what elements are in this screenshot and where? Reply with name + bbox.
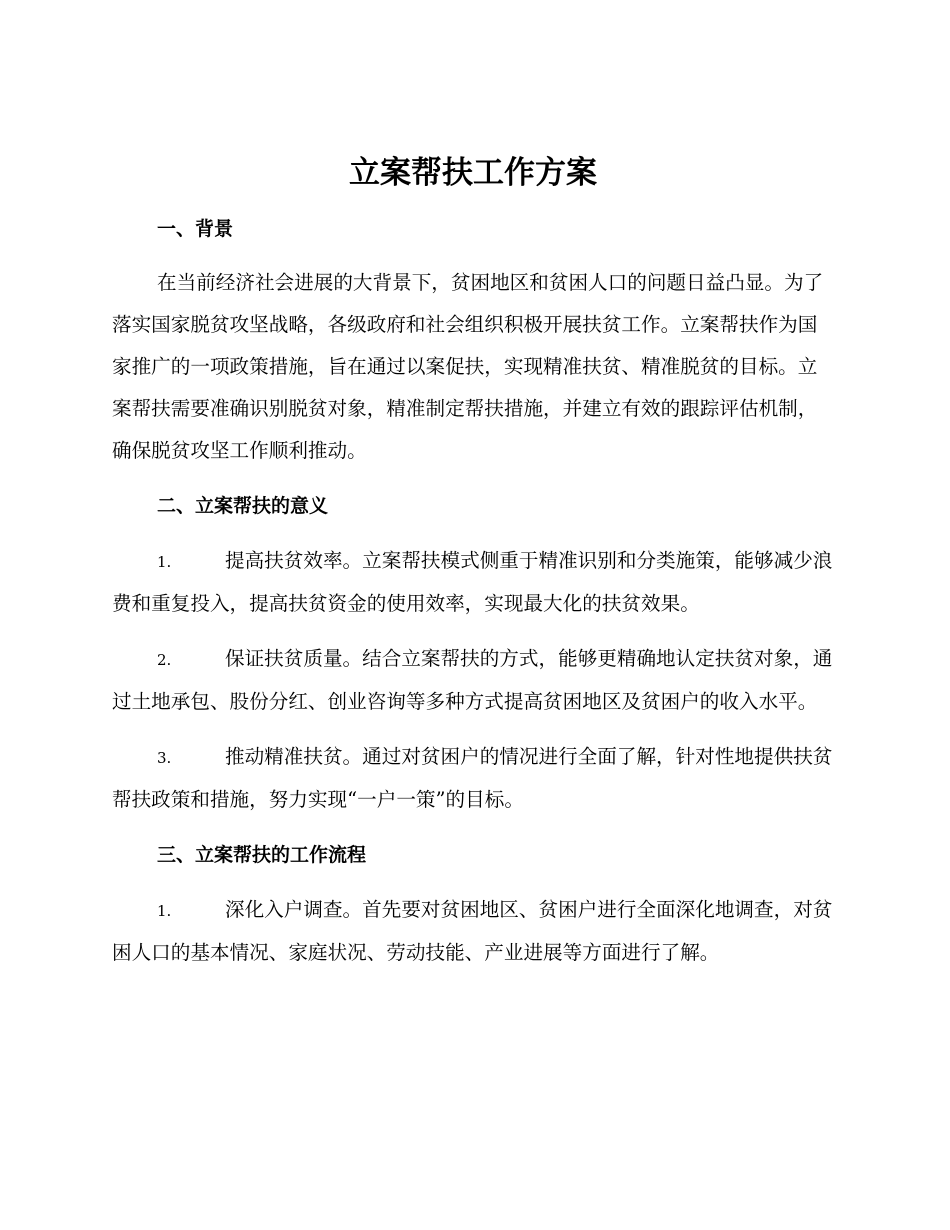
section-heading-workflow: 三、立案帮扶的工作流程 [157,844,367,866]
item-text: 推动精准扶贫。通过对贫困户的情况进行全面了解，针对性地提供扶贫帮扶政策和措施，努力实现“一户一策”的目标。 [112,745,833,811]
item-text: 保证扶贫质量。结合立案帮扶的方式，能够更精确地认定扶贫对象，通过土地承包、股份分红、创业咨询等多种方式提高贫困地区及贫困户的收入水平。 [112,647,833,713]
spacer [112,250,834,262]
spacer [112,472,834,485]
document-body [112,150,834,974]
item-number: 1. [157,902,172,920]
spacer [112,625,834,638]
item-number: 2. [157,651,172,669]
spacer [112,196,834,208]
section-heading-significance: 二、立案帮扶的意义 [157,495,329,517]
significance-item-1 [112,540,834,625]
item-text: 深化入户调查。首先要对贫困地区、贫困户进行全面深化地调查，对贫困人口的基本情况、家庭状况、劳动技能、产业进展等方面进行了解。 [112,898,833,964]
spacer [112,821,834,834]
item-text: 提高扶贫效率。立案帮扶模式侧重于精准识别和分类施策，能够减少浪费和重复投入，提高扶贫资金的使用效率，实现最大化的扶贫效果。 [112,549,833,615]
spacer [112,723,834,736]
section-heading-background: 一、背景 [157,218,234,240]
spacer [112,527,834,540]
background-paragraph: 在当前经济社会进展的大背景下，贫困地区和贫困人口的问题日益凸显。为了落实国家脱贫攻坚战略，各级政府和社会组织积极开展扶贫工作。立案帮扶作为国家推广的一项政策措施，旨在通过以案促扶，实现精准扶贫、精准脱贫的目标。立案帮扶需要准确识别脱贫对象，精准制定帮扶措施，并建立有效的跟踪评估机制，确保脱贫攻坚工作顺利推动。 [112,271,824,462]
item-number: 3. [157,749,172,767]
item-number: 1. [157,553,172,571]
significance-item-2 [112,638,834,723]
spacer [112,876,834,889]
significance-item-3 [112,736,834,821]
workflow-item-1 [112,889,834,974]
document-title: 立案帮扶工作方案 [349,155,597,191]
